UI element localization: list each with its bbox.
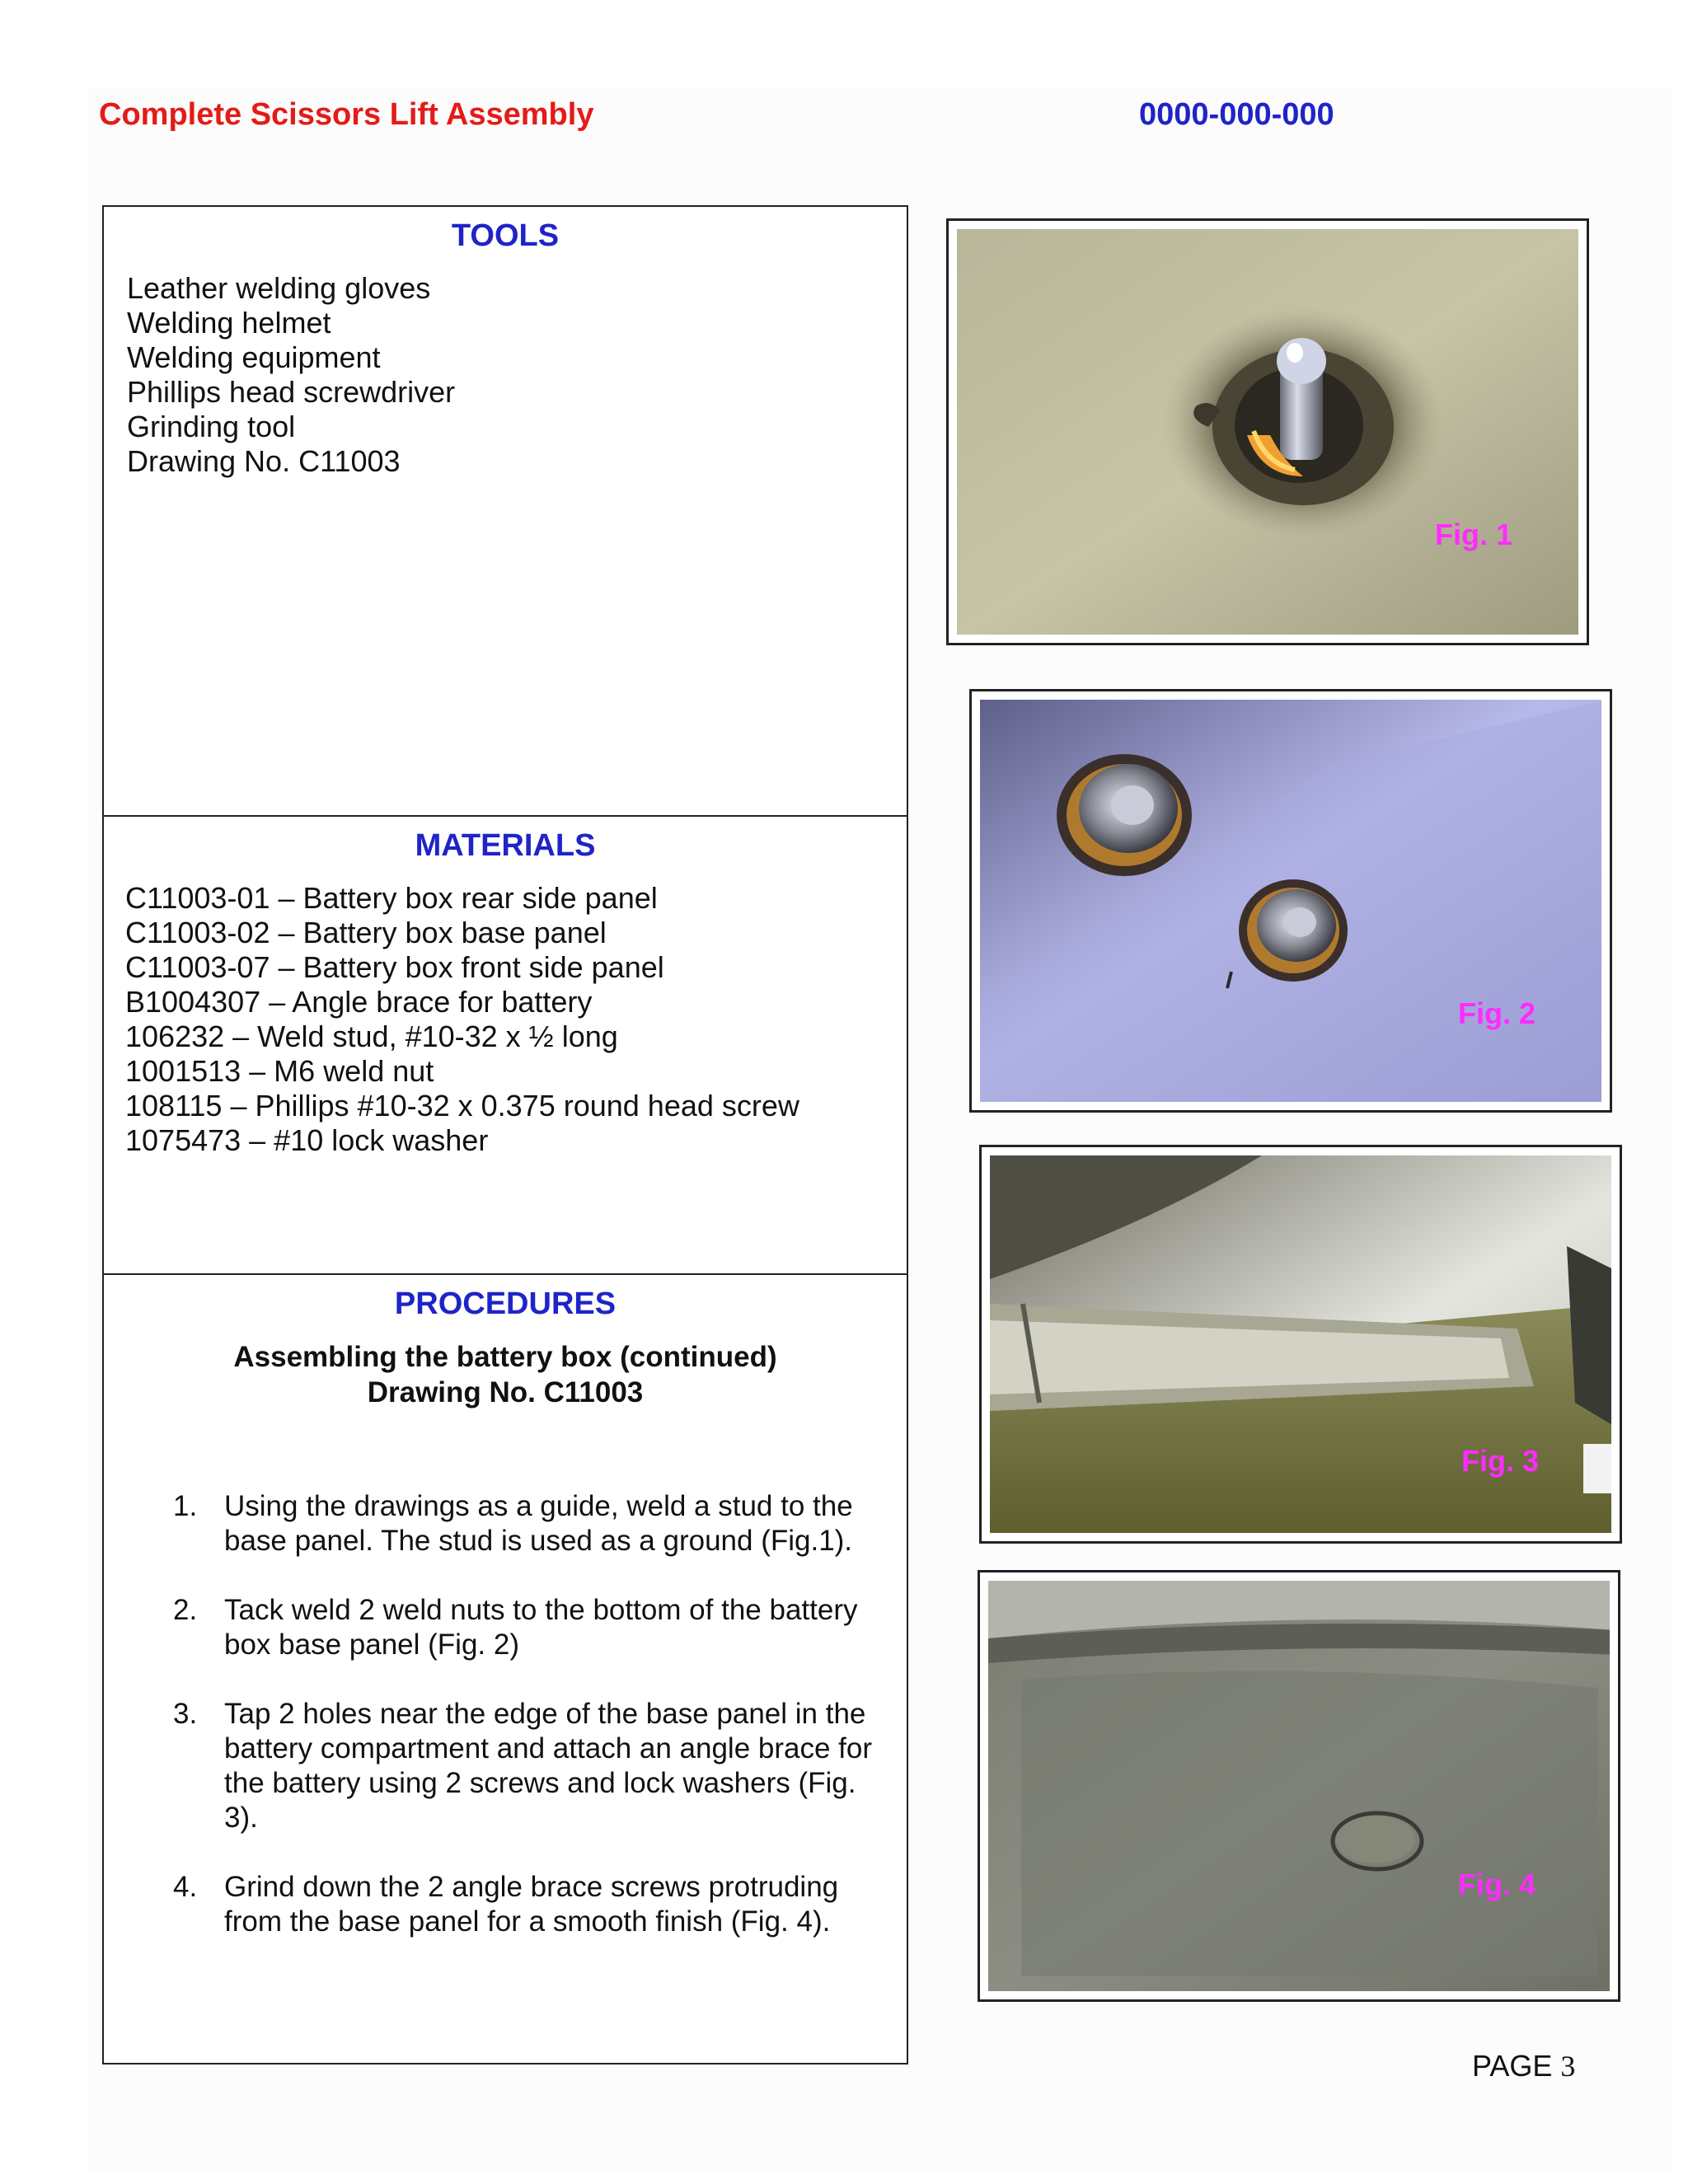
document-code: 0000-000-000 — [1139, 97, 1334, 132]
tools-heading: TOOLS — [451, 218, 560, 253]
procedures-section — [102, 1273, 908, 2064]
step-text: Using the drawings as a guide, weld a stud to the base panel. The stud is used as a ground (Fig.1). — [224, 1490, 853, 1557]
step-text: Tap 2 holes near the edge of the base panel in the battery compartment and attach an angle brace for the battery using 2 screws and lock washers (Fig. 3). — [224, 1698, 873, 1834]
ground-screws-photo — [988, 1581, 1610, 1991]
procedure-step — [173, 1697, 884, 1835]
tool-item: Grinding tool — [127, 410, 296, 443]
material-item: C11003-01 – Battery box rear side panel — [125, 881, 658, 915]
figure-4 — [978, 1570, 1620, 2002]
weld-nuts-photo — [980, 700, 1601, 1102]
page-word: PAGE — [1472, 2049, 1553, 2083]
procedures-subheading — [104, 1339, 907, 1410]
procedure-drawing-ref: Drawing No. C11003 — [367, 1376, 644, 1408]
tool-item: Welding helmet — [127, 306, 331, 340]
procedure-step — [173, 1489, 884, 1558]
step-number: 2. — [173, 1594, 198, 1626]
material-item: 106232 – Weld stud, #10-32 x ½ long — [125, 1019, 618, 1053]
tool-item: Phillips head screwdriver — [127, 375, 456, 409]
material-item: 1001513 – M6 weld nut — [125, 1054, 434, 1088]
material-item: 1075473 – #10 lock washer — [125, 1123, 489, 1157]
figure-3-label: Fig. 3 — [1461, 1444, 1540, 1478]
material-item: B1004307 – Angle brace for battery — [125, 985, 593, 1019]
tool-item: Drawing No. C11003 — [127, 444, 401, 478]
material-item: 108115 – Phillips #10-32 x 0.375 round head screw — [125, 1089, 799, 1122]
figure-3 — [979, 1145, 1622, 1544]
procedures-heading: PROCEDURES — [394, 1286, 617, 1321]
figure-1-label: Fig. 1 — [1435, 518, 1513, 551]
material-item: C11003-02 – Battery box base panel — [125, 916, 607, 949]
procedure-step — [173, 1870, 884, 1939]
figure-4-label: Fig. 4 — [1458, 1868, 1536, 1901]
materials-list — [125, 881, 799, 1158]
page-number — [1472, 2049, 1575, 2083]
material-item: C11003-07 – Battery box front side panel — [125, 950, 664, 984]
tools-section — [102, 205, 908, 817]
step-text: Tack weld 2 weld nuts to the bottom of the battery box base panel (Fig. 2) — [224, 1594, 858, 1661]
document-title: Complete Scissors Lift Assembly — [99, 97, 594, 132]
page-number-value: 3 — [1560, 2050, 1576, 2083]
step-number: 1. — [173, 1490, 198, 1522]
step-text: Grind down the 2 angle brace screws protruding from the base panel for a smooth finish (Fig. 4). — [224, 1871, 839, 1938]
materials-heading: MATERIALS — [415, 828, 596, 863]
figure-1 — [946, 218, 1589, 645]
materials-section — [102, 815, 908, 1275]
figure-2 — [969, 689, 1612, 1113]
tool-item: Welding equipment — [127, 340, 381, 374]
step-number: 3. — [173, 1698, 198, 1730]
procedure-steps — [173, 1489, 997, 1974]
procedure-step — [173, 1593, 884, 1662]
figure-2-label: Fig. 2 — [1458, 996, 1536, 1030]
step-number: 4. — [173, 1871, 198, 1903]
tools-list — [127, 271, 455, 479]
weld-stud-photo — [957, 229, 1578, 635]
procedure-subtitle: Assembling the battery box (continued) — [233, 1341, 777, 1373]
tool-item: Leather welding gloves — [127, 271, 431, 305]
